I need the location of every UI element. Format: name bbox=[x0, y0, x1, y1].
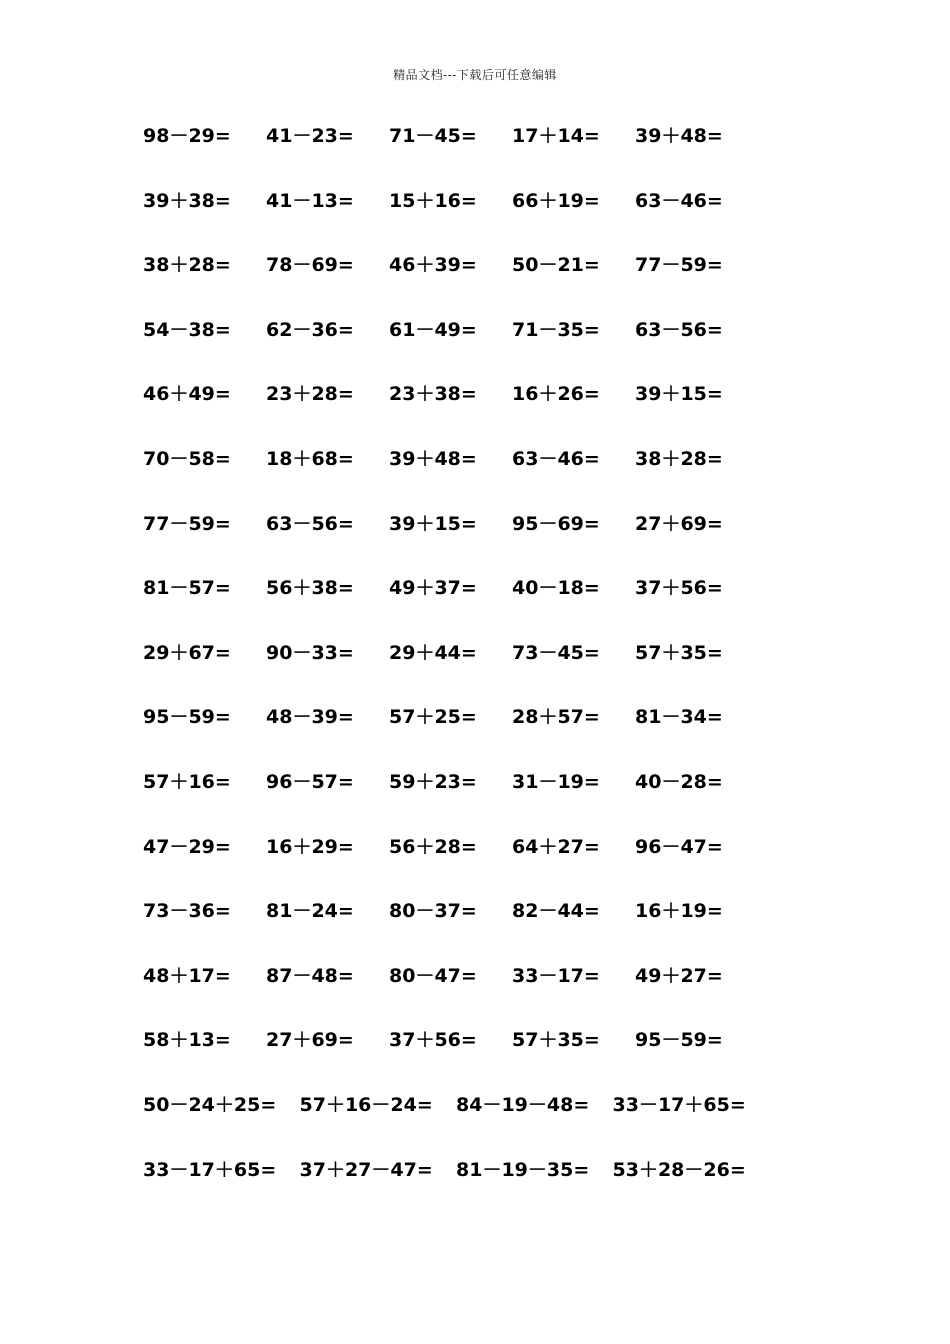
math-problem: 63－46= bbox=[635, 189, 723, 212]
math-problem: 96－57= bbox=[266, 770, 354, 793]
math-problem: 57＋25= bbox=[389, 706, 477, 729]
math-problem: 48＋17= bbox=[143, 964, 231, 987]
math-problem: 33－17＋65= bbox=[612, 1093, 746, 1116]
math-problem: 17＋14= bbox=[512, 125, 600, 147]
math-problem: 39＋15= bbox=[389, 512, 477, 535]
problem-row bbox=[143, 120, 843, 185]
problem-row bbox=[143, 508, 843, 573]
math-problem: 80－47= bbox=[389, 964, 477, 987]
problem-row bbox=[143, 637, 843, 702]
math-problem: 71－45= bbox=[389, 125, 477, 147]
math-problem: 28＋57= bbox=[512, 706, 600, 729]
math-problem: 62－36= bbox=[266, 318, 354, 341]
math-problem: 40－18= bbox=[512, 577, 600, 600]
math-problem: 95－59= bbox=[143, 706, 231, 729]
math-problem: 82－44= bbox=[512, 900, 600, 923]
problem-row bbox=[143, 314, 843, 379]
problem-row bbox=[143, 443, 843, 508]
math-problem: 16＋29= bbox=[266, 835, 354, 858]
math-problem: 49＋37= bbox=[389, 577, 477, 600]
math-problem: 87－48= bbox=[266, 964, 354, 987]
math-problem: 77－59= bbox=[143, 512, 231, 535]
math-problem: 54－38= bbox=[143, 318, 231, 341]
math-problem: 37＋27－47= bbox=[299, 1158, 433, 1181]
math-problem: 23＋38= bbox=[389, 383, 477, 406]
problem-row bbox=[143, 1089, 843, 1154]
math-problem: 98－29= bbox=[143, 125, 231, 147]
math-problem: 46＋39= bbox=[389, 254, 477, 277]
math-problem: 16＋26= bbox=[512, 383, 600, 406]
problem-row bbox=[143, 831, 843, 896]
math-problem: 23＋28= bbox=[266, 383, 354, 406]
problem-row bbox=[143, 185, 843, 250]
math-problem: 39＋48= bbox=[389, 447, 477, 470]
math-problem: 27＋69= bbox=[266, 1029, 354, 1052]
math-problem: 58＋13= bbox=[143, 1029, 231, 1052]
math-problem: 57＋16－24= bbox=[299, 1093, 433, 1116]
math-problem: 50－21= bbox=[512, 254, 600, 277]
math-problem: 33－17= bbox=[512, 964, 600, 987]
math-problem: 81－34= bbox=[635, 706, 723, 729]
problem-row bbox=[143, 572, 843, 637]
math-problem: 56＋28= bbox=[389, 835, 477, 858]
math-problem: 73－36= bbox=[143, 900, 231, 923]
problem-row bbox=[143, 766, 843, 831]
problem-row bbox=[143, 895, 843, 960]
math-problem: 50－24＋25= bbox=[143, 1093, 277, 1116]
math-problem: 40－28= bbox=[635, 770, 723, 793]
math-problem: 90－33= bbox=[266, 641, 354, 664]
page-header: 精品文档---下载后可任意编辑 bbox=[393, 68, 557, 82]
math-problem: 47－29= bbox=[143, 835, 231, 858]
math-problem: 57＋35= bbox=[635, 641, 723, 664]
math-problem: 84－19－48= bbox=[456, 1093, 590, 1116]
math-problem: 15＋16= bbox=[389, 189, 477, 212]
math-problem: 29＋44= bbox=[389, 641, 477, 664]
math-problem: 95－69= bbox=[512, 512, 600, 535]
math-problem: 31－19= bbox=[512, 770, 600, 793]
math-problem: 73－45= bbox=[512, 641, 600, 664]
math-problem: 63－56= bbox=[635, 318, 723, 341]
math-problem: 39＋38= bbox=[143, 189, 231, 212]
problem-row bbox=[143, 1024, 843, 1089]
math-problem: 96－47= bbox=[635, 835, 723, 858]
math-problem: 78－69= bbox=[266, 254, 354, 277]
math-problem: 63－46= bbox=[512, 447, 600, 470]
problem-row bbox=[143, 1154, 843, 1219]
math-problem: 81－57= bbox=[143, 577, 231, 600]
math-problem: 38＋28= bbox=[143, 254, 231, 277]
problem-row bbox=[143, 249, 843, 314]
math-problem: 33－17＋65= bbox=[143, 1158, 277, 1181]
math-problem: 39＋48= bbox=[635, 125, 723, 147]
math-problem: 66＋19= bbox=[512, 189, 600, 212]
math-problem: 64＋27= bbox=[512, 835, 600, 858]
math-problem: 41－23= bbox=[266, 125, 354, 147]
math-problem: 41－13= bbox=[266, 189, 354, 212]
math-problem: 16＋19= bbox=[635, 900, 723, 923]
math-problem: 95－59= bbox=[635, 1029, 723, 1052]
math-problem: 63－56= bbox=[266, 512, 354, 535]
math-problem: 46＋49= bbox=[143, 383, 231, 406]
math-problem: 48－39= bbox=[266, 706, 354, 729]
math-problem: 18＋68= bbox=[266, 447, 354, 470]
math-problem: 27＋69= bbox=[635, 512, 723, 535]
math-problem: 59＋23= bbox=[389, 770, 477, 793]
problem-row bbox=[143, 701, 843, 766]
problem-grid bbox=[143, 120, 843, 1218]
math-problem: 29＋67= bbox=[143, 641, 231, 664]
math-problem: 49＋27= bbox=[635, 964, 723, 987]
math-problem: 38＋28= bbox=[635, 447, 723, 470]
math-problem: 37＋56= bbox=[389, 1029, 477, 1052]
math-problem: 61－49= bbox=[389, 318, 477, 341]
math-problem: 56＋38= bbox=[266, 577, 354, 600]
math-problem: 70－58= bbox=[143, 447, 231, 470]
math-problem: 71－35= bbox=[512, 318, 600, 341]
math-problem: 77－59= bbox=[635, 254, 723, 277]
math-problem: 80－37= bbox=[389, 900, 477, 923]
math-problem: 37＋56= bbox=[635, 577, 723, 600]
math-problem: 57＋35= bbox=[512, 1029, 600, 1052]
math-problem: 53＋28－26= bbox=[612, 1158, 746, 1181]
math-problem: 39＋15= bbox=[635, 383, 723, 406]
problem-row bbox=[143, 960, 843, 1025]
math-problem: 81－19－35= bbox=[456, 1158, 590, 1181]
problem-row bbox=[143, 378, 843, 443]
math-problem: 57＋16= bbox=[143, 770, 231, 793]
math-problem: 81－24= bbox=[266, 900, 354, 923]
